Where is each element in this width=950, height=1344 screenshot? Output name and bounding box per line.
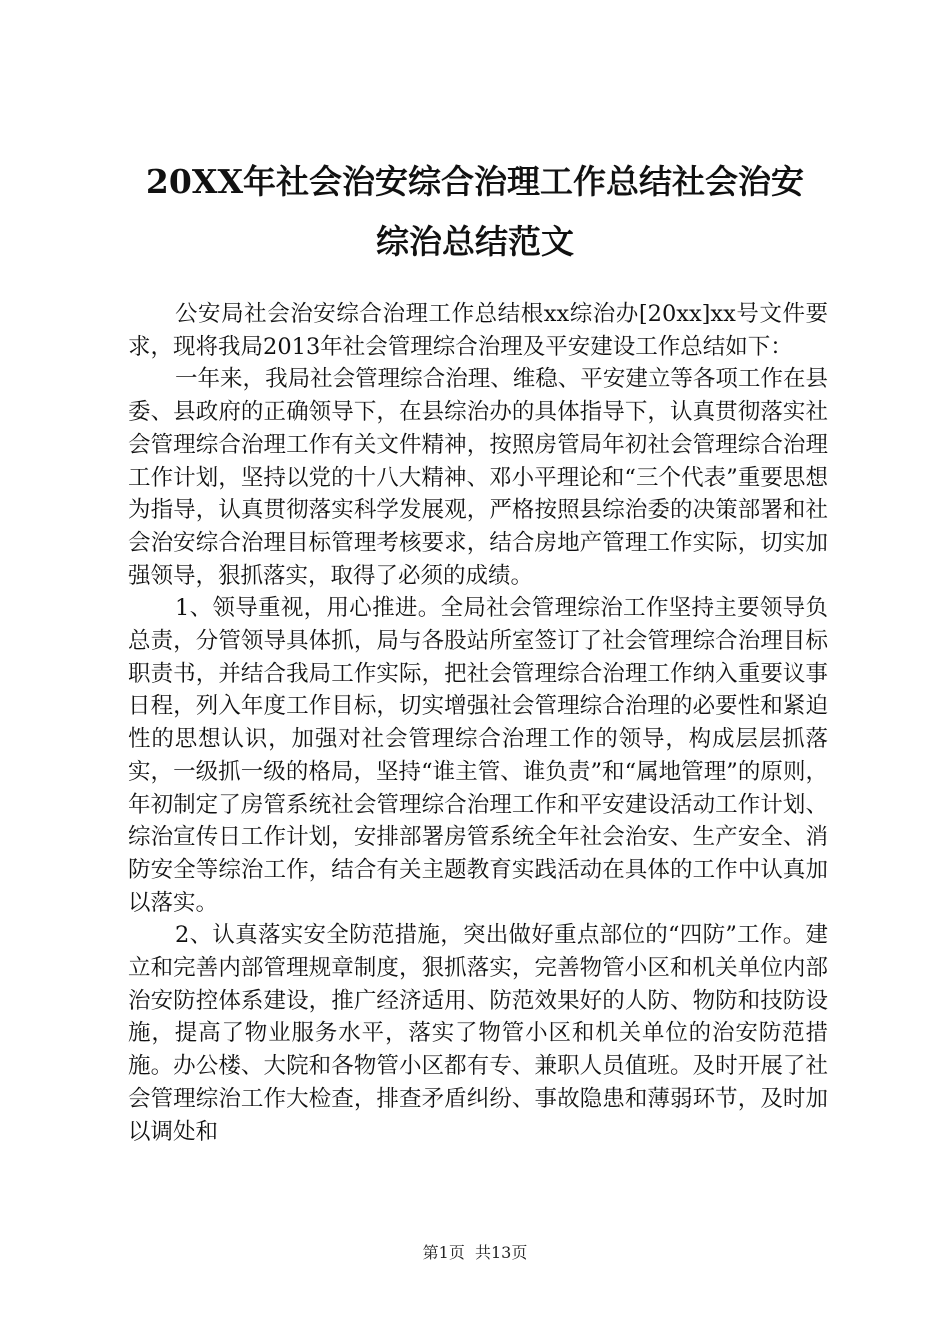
document-title-line-2: 综治总结范文 — [376, 222, 574, 261]
document-body — [128, 298, 828, 1148]
page-footer — [0, 1242, 950, 1264]
document-title-line-1: 20XX年社会治安综合治理工作总结社会治安 — [145, 162, 805, 201]
page-number-label: 第1页 共13页 — [422, 1243, 528, 1262]
paragraph-overview: 一年来，我局社会管理综合治理、维稳、平安建立等各项工作在县委、县政府的正确领导下，在县综治办的具体指导下，认真贯彻落实社会管理综合治理工作有关文件精神，按照房管局年初社会管理综合治理工作计划，坚持以党的十八大精神、邓小平理论和“三个代表”重要思想为指导，认真贯彻落实科学发展观，严格按照县综治委的决策部署和社会治安综合治理目标管理考核要求，结合房地产管理工作实际，切实加强领导，狠抓落实，取得了必须的成绩。 — [128, 366, 828, 589]
paragraph-item-1: 1、领导重视，用心推进。全局社会管理综治工作坚持主要领导负总责，分管领导具体抓，局与各股站所室签订了社会管理综合治理目标职责书，并结合我局工作实际，把社会管理综合治理工作纳入重要议事日程，列入年度工作目标，切实增强社会管理综合治理的必要性和紧迫性的思想认识，加强对社会管理综合治理工作的领导，构成层层抓落实，一级抓一级的格局，坚持“谁主管、谁负责”和“属地管理”的原则，年初制定了房管系统社会管理综合治理工作和平安建设活动工作计划、综治宣传日工作计划，安排部署房管系统全年社会治安、生产安全、消防安全等综治工作，结合有关主题教育实践活动在具体的工作中认真加以落实。 — [128, 595, 828, 916]
paragraph-item-2: 2、认真落实安全防范措施，突出做好重点部位的“四防”工作。建立和完善内部管理规章制度，狠抓落实，完善物管小区和机关单位内部治安防控体系建设，推广经济适用、防范效果好的人防、物防和技防设施，提高了物业服务水平，落实了物管小区和机关单位的治安防范措施。办公楼、大院和各物管小区都有专、兼职人员值班。及时开展了社会管理综治工作大检查，排查矛盾纠纷、事故隐患和薄弱环节，及时加以调处和 — [128, 922, 828, 1145]
paragraph-intro: 公安局社会治安综合治理工作总结根xx综治办[20xx]xx号文件要求，现将我局2013年社会管理综合治理及平安建设工作总结如下： — [128, 301, 828, 360]
